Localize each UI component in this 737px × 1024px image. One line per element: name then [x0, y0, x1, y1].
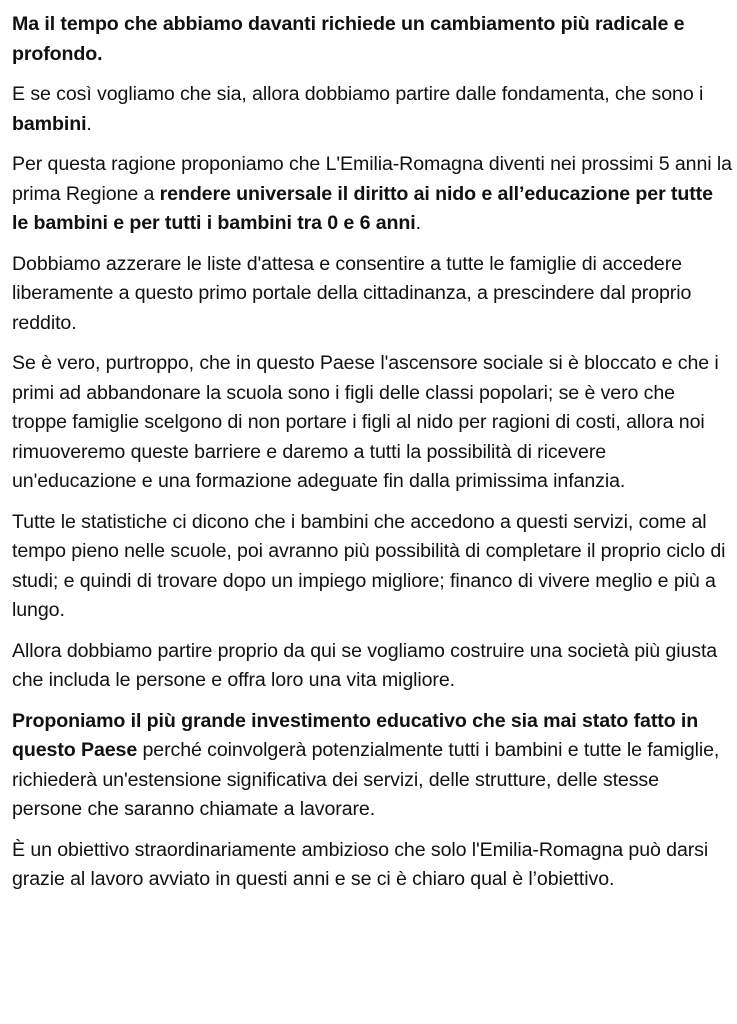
paragraph-7: [12, 637, 732, 696]
text-segment: Allora dobbiamo partire proprio da qui se vogliamo costruire una società più giusta che includa le persone e offra loro una vita migliore.: [12, 639, 718, 691]
paragraph-6: [12, 508, 732, 626]
bold-text: bambini: [12, 112, 87, 135]
text-segment: perché coinvolgerà potenzialmente tutti i bambini e tutte le famiglie, richiederà un'estensione significativa dei servizi, delle strutture, delle stesse persone che saranno chiamate a lavorare.: [12, 739, 720, 820]
paragraph-4: [12, 250, 732, 339]
paragraph-3: [12, 150, 732, 239]
text-segment: .: [415, 212, 421, 234]
paragraph-5: [12, 349, 732, 497]
bold-text: Ma il tempo che abbiamo davanti richiede un cambiamento più radicale e profondo.: [12, 13, 685, 65]
text-segment: Se è vero, purtroppo, che in questo Paese l'ascensore sociale si è bloccato e che i primi ad abbandonare la scuola sono i figli delle classi popolari; se è vero che troppe famiglie scelgono di non portare i figli al nido per ragioni di costi, allora noi rimuoveremo queste barriere e daremo a tutti la possibilità di ricevere un'educazione e una formazione adeguate fin dalla primissima infanzia.: [12, 352, 719, 492]
text-segment: È un obiettivo straordinariamente ambizioso che solo l'Emilia-Romagna può darsi grazie al lavoro avviato in questi anni e se ci è chiaro qual è l’obiettivo.: [12, 838, 709, 890]
text-segment: Dobbiamo azzerare le liste d'attesa e consentire a tutte le famiglie di accedere liberamente a questo primo portale della cittadinanza, a prescindere dal proprio reddito.: [12, 252, 692, 334]
text-segment: Per questa ragione proponiamo che L'Emilia-Romagna diventi nei prossimi 5 anni la prima Regione a: [12, 153, 732, 205]
paragraph-8: [12, 707, 732, 825]
text-segment: Tutte le statistiche ci dicono che i bambini che accedono a questi servizi, come al tempo pieno nelle scuole, poi avranno più possibilità di completare il proprio ciclo di studi; e quindi di trovare dopo un impiego migliore; financo di vivere meglio e più a lungo.: [12, 510, 726, 621]
paragraph-2: [12, 80, 732, 139]
paragraph-9: [12, 836, 732, 895]
text-segment: E se così vogliamo che sia, allora dobbiamo partire dalle fondamenta, che sono i: [12, 83, 704, 105]
bold-text: rendere universale il diritto ai nido e all’educazione per tutte le bambini e per tutti i bambini tra 0 e 6 anni: [12, 182, 713, 234]
document-body: [12, 10, 732, 906]
bold-text: Proponiamo il più grande investimento educativo che sia mai stato fatto in questo Paese: [12, 709, 699, 761]
text-segment: .: [86, 112, 92, 135]
paragraph-1: [12, 10, 732, 69]
